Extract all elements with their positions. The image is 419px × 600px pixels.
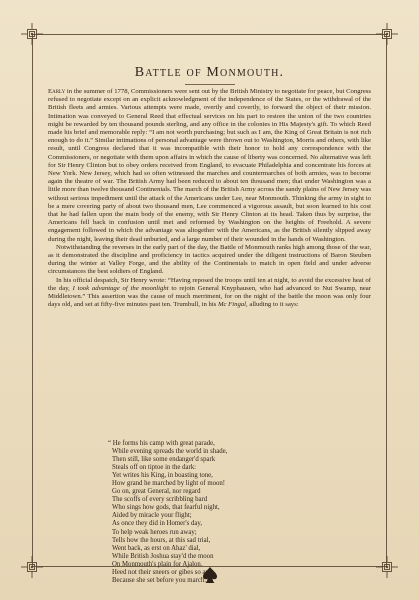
title-underline xyxy=(185,84,235,85)
border-right xyxy=(386,34,387,567)
paragraph-text: to rejoin General Knyphausen, who had advanced to Nut Swamp, near Middletown.” This assertion was the cause of much merriment, for on the night of the battle the moon was only four days old, and set at fifty-five minutes past ten. Trumbull, in his xyxy=(48,284,372,309)
paragraph xyxy=(48,244,371,277)
poem-line: Who sings how gods, that fearful night, xyxy=(112,504,220,512)
paragraph-text: Notwithstanding the reverses in the early part of the day, the Battle of Monmouth ranks high among those of the war, as it demonstrated the discipline and proficiency in tactics acquired under the diligent instructions of Baron Steuben during the winter at Valley Forge, and the ability of the Continentals to match in open field and under adverse circumstances the best soldiers of England. xyxy=(48,243,371,276)
border-left xyxy=(32,34,33,567)
poem-line: Yet writes his King, in boasting tone, xyxy=(112,472,213,480)
poem-line: While evening spreads the world in shade, xyxy=(112,448,228,456)
poem-line: Aided by miracle your flight; xyxy=(112,512,192,520)
corner-ornament-icon xyxy=(376,556,398,578)
poem-line: Heed not their sneers or gibes so arch, xyxy=(112,568,216,576)
paragraph-text: In his official despatch, Sir Henry wrote: “Having reposed the troops until ten at night, to avoid the excessive heat of the day, xyxy=(48,276,371,292)
article-body xyxy=(48,88,371,309)
paragraph xyxy=(48,277,371,310)
quoted-emphasis: I took advantage of the moonlight xyxy=(72,284,169,292)
poem xyxy=(108,440,348,585)
poem-line: How grand he marched by light of moon! xyxy=(112,480,226,488)
poem-line: Tells how the hours, at this sad trial, xyxy=(112,536,211,544)
paragraph-text: in the summer of 1778, Commissioners were sent out by the British Ministry to negotiate for peace, but Congress refused to negotiate except on an explicit acknowledgment of the independence of the States, or the withdrawal of the British fleets and armies. Various attempts were made, overtly and covertly, to forward the object of their mission. Intimation was conveyed to General Reed that effectual services on his part to restore the union of the two countries might be rewarded by ten thousand pounds sterling, and any office in the colonies in His Majesty's gift. To which Reed made his brief and memorable reply: “I am not worth purchasing; but such as I am, the King of Great Britain is not rich enough to do it.” Similar intimations of personal advantage were thrown out to Washington, Morris and others, with like result, until Congress declared that it was incompatible with their honor to hold any correspondence with the Commissioners, or negotiate with them upon affairs in which the cause of liberty was concerned. No alternative was left for Sir Henry Clinton but to obey orders received from England, to evacuate Philadelphia and concentrate his forces at New York. New Jersey, which had so often witnessed the marches and countermarches of both armies, was to become again the theatre of war. The British Army had been reduced to about ten thousand men; that under Washington was a little more than twelve thousand Continentals. The march of the British Army across the sandy plains of New Jersey was without serious impediment until the attack of the Americans under Lee, near Monmouth. Thinking the army in sight to be a mere covering party of about two thousand men, Lee commenced a vigorous assault, but soon learned to his cost that he had fallen upon the main body of the enemy, with Sir Henry Clinton at its head. Taken thus by surprise, the Americans fell back in confusion until met and reformed by Washington on the heights of Freehold. A severe engagement followed in which the advantage was altogether with the Americans, as the British silently slipped away during the night, leaving their dead unburied, and a large number of their wounded in the hands of Washington. xyxy=(48,88,371,243)
poem-title: Mc Fingal xyxy=(217,301,247,309)
poem-line: While British Joshua stay'd the moon xyxy=(112,552,214,560)
poem-line: Went back, as erst on Ahaz' dial, xyxy=(112,544,201,552)
paragraph xyxy=(48,88,371,244)
poem-line: “ He forms his camp with great parade, xyxy=(108,440,215,447)
poem-line: Steals off on tiptoe in the dark: xyxy=(112,464,197,472)
corner-ornament-icon xyxy=(21,23,43,45)
poem-line: Go on, great General, nor regard xyxy=(112,488,201,496)
drop-word: Early xyxy=(48,88,66,95)
page-title: Battle of Monmouth. xyxy=(134,65,285,80)
poem-line: The scoffs of every scribbling bard xyxy=(112,496,208,504)
poem-line: On Monmouth's plain for Ajalon. xyxy=(112,560,203,568)
poem-line: Then still, like some endanger'd spark xyxy=(112,456,216,464)
paragraph-text: , alluding to it says: xyxy=(246,301,299,309)
corner-ornament-icon xyxy=(21,556,43,578)
poem-line: To help weak heroes run away; xyxy=(112,528,197,536)
border-top xyxy=(32,34,387,35)
poem-line: As once they did in Homer's day, xyxy=(112,520,203,528)
poem-line: Because she set before you march.” xyxy=(112,576,210,584)
corner-ornament-icon xyxy=(376,23,398,45)
